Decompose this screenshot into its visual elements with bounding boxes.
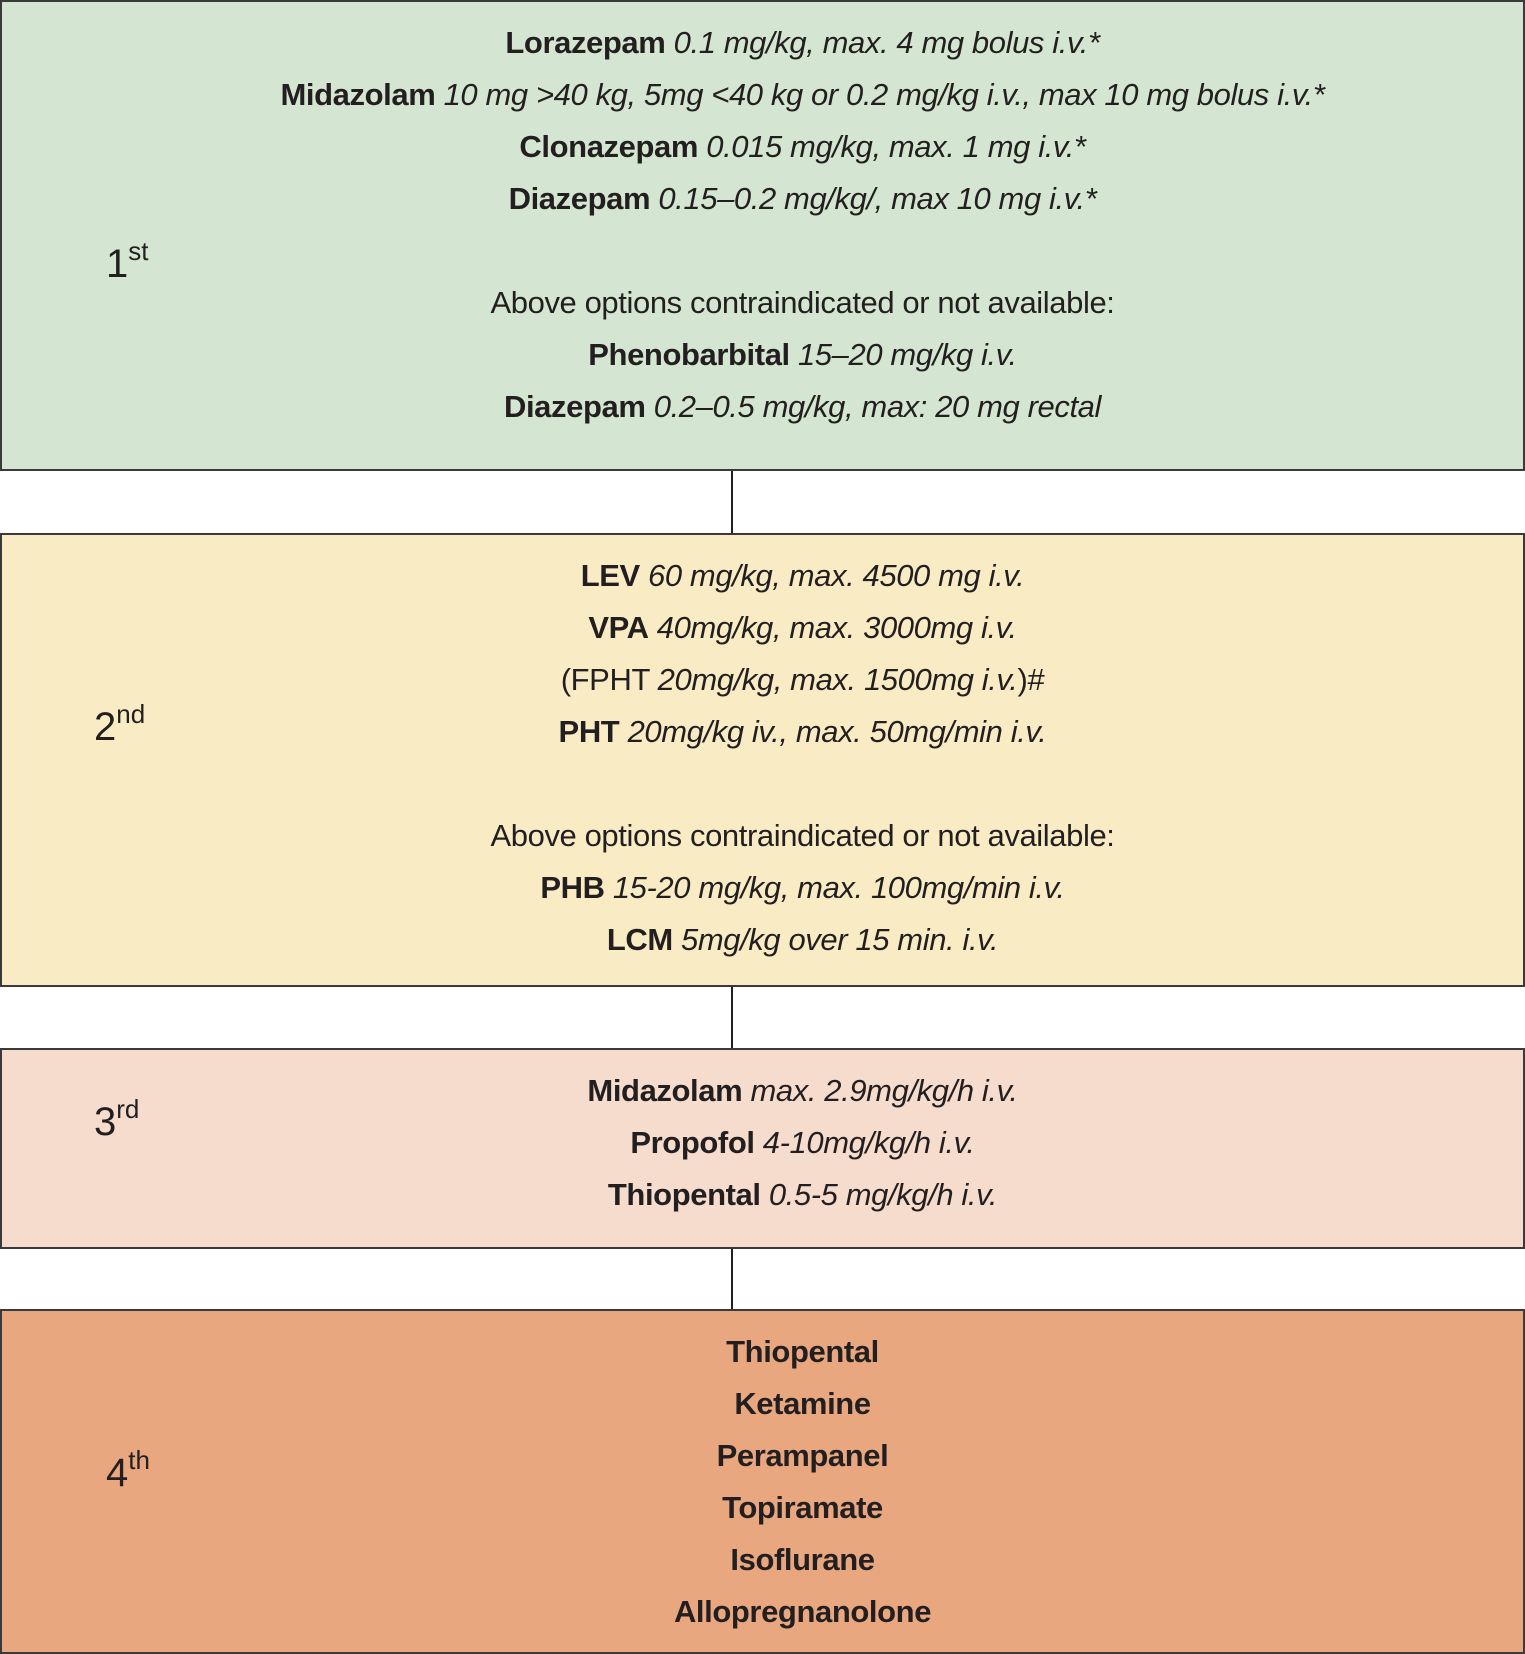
tier-4-box — [0, 1309, 1525, 1654]
tier-1-box — [0, 0, 1525, 471]
tier-2-box — [0, 533, 1525, 987]
alternative-heading: Above options contraindicated or not available: — [490, 285, 1115, 320]
connector-line — [731, 1249, 733, 1309]
drug-line: Topiramate — [722, 1490, 883, 1525]
alternative-heading: Above options contraindicated or not available: — [490, 818, 1115, 853]
stage-number: 3 — [94, 1100, 117, 1144]
drug-line: Clonazepam 0.015 mg/kg, max. 1 mg i.v.* — [519, 129, 1086, 164]
stage-number: 1 — [106, 242, 129, 286]
drug-line: Lorazepam 0.1 mg/kg, max. 4 mg bolus i.v.* — [505, 25, 1100, 60]
stage-suffix: nd — [116, 699, 146, 729]
drug-line: Diazepam 0.15–0.2 mg/kg/, max 10 mg i.v.* — [508, 181, 1097, 216]
drug-line: LCM 5mg/kg over 15 min. i.v. — [606, 922, 999, 957]
stage-label-2nd — [94, 699, 146, 750]
drug-line: Allopregnanolone — [673, 1594, 932, 1629]
drug-line: Thiopental 0.5-5 mg/kg/h i.v. — [607, 1177, 998, 1212]
drug-line: Diazepam 0.2–0.5 mg/kg, max: 20 mg rectal — [503, 389, 1101, 424]
drug-line: Midazolam max. 2.9mg/kg/h i.v. — [587, 1073, 1018, 1108]
drug-line: Thiopental — [726, 1334, 879, 1369]
tier-3-box — [0, 1048, 1525, 1249]
stage-label-4th — [106, 1445, 150, 1496]
drug-line: PHT 20mg/kg iv., max. 50mg/min i.v. — [558, 714, 1047, 749]
drug-line: PHB 15-20 mg/kg, max. 100mg/min i.v. — [540, 870, 1065, 905]
stage-suffix: rd — [116, 1094, 140, 1124]
stage-number: 4 — [106, 1451, 129, 1495]
stage-suffix: st — [128, 236, 149, 266]
drug-line: Midazolam 10 mg >40 kg, 5mg <40 kg or 0.2 mg/kg i.v., max 10 mg bolus i.v.* — [280, 77, 1325, 112]
drug-line: Isoflurane — [730, 1542, 875, 1577]
drug-line: Ketamine — [734, 1386, 871, 1421]
tier-1-list — [202, 17, 1403, 433]
drug-line: LEV 60 mg/kg, max. 4500 mg i.v. — [580, 558, 1025, 593]
stage-number: 2 — [94, 705, 117, 749]
connector-line — [731, 471, 733, 533]
stage-suffix: th — [128, 1445, 150, 1475]
tier-4-list — [202, 1326, 1403, 1638]
drug-line: Propofol 4-10mg/kg/h i.v. — [630, 1125, 975, 1160]
drug-line: VPA 40mg/kg, max. 3000mg i.v. — [588, 610, 1017, 645]
stage-label-1st — [106, 236, 149, 287]
tier-3-list — [202, 1065, 1403, 1221]
drug-line: (FPHT 20mg/kg, max. 1500mg i.v.)# — [560, 662, 1045, 697]
drug-line: Perampanel — [716, 1438, 889, 1473]
tier-2-list — [202, 550, 1403, 966]
stage-label-3rd — [94, 1094, 140, 1145]
connector-line — [731, 987, 733, 1048]
drug-line: Phenobarbital 15–20 mg/kg i.v. — [588, 337, 1017, 372]
